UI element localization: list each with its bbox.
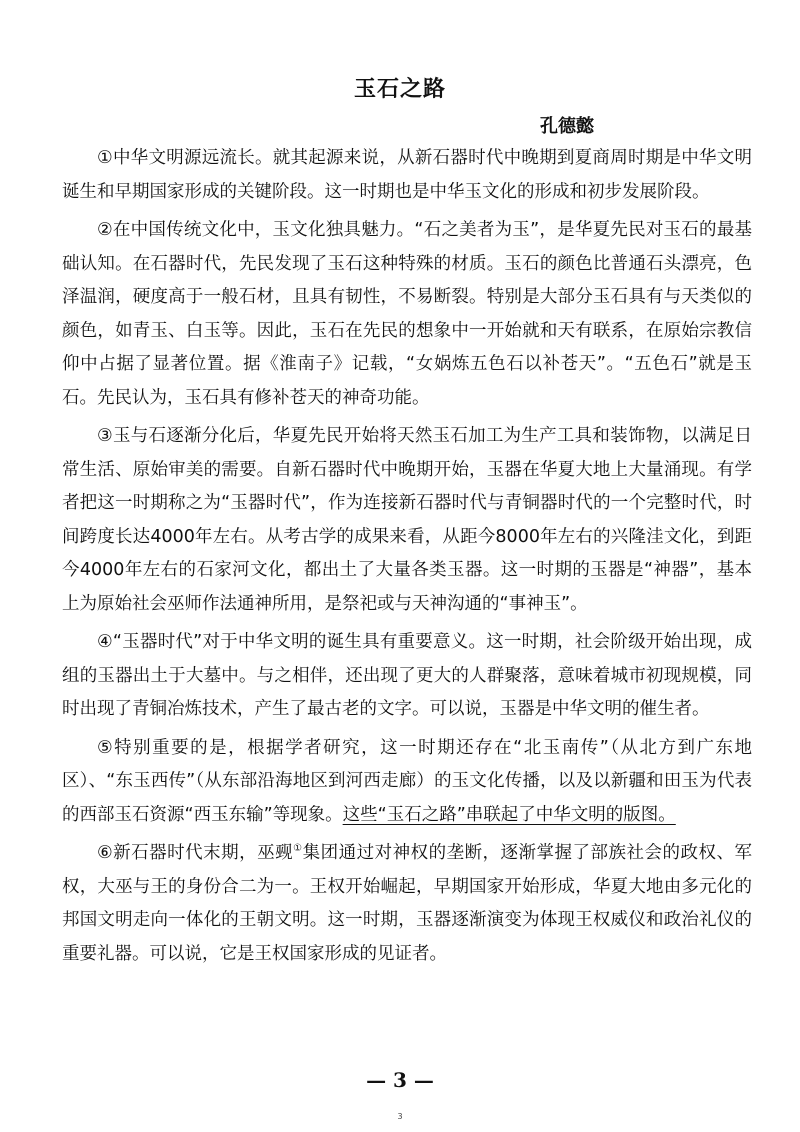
paragraph-4: ④“玉器时代”对于中华文明的诞生具有重要意义。这一时期，社会阶级开始出现，成组的玉器出土于大墓中。与之相伴，还出现了更大的人群聚落，意味着城市初现规模，同时出现了青铜冶炼技术，产生了最古老的文字。可以说，玉器是中华文明的催生者。 — [62, 632, 752, 719]
underlined-sentence: 这些“玉石之路”串联起了中华文明的版图。 — [342, 804, 676, 825]
paragraph-5 — [62, 732, 752, 833]
page-number: — 3 — — [366, 1068, 434, 1092]
footnote-mark: ① — [293, 843, 303, 855]
article-body — [62, 142, 752, 976]
paragraph-6-rest: 集团通过对神权的垄断，逐渐掌握了部族社会的政权、军权，大巫与王的身份合二为一。王权开始崛起，早期国家开始形成，华夏大地由多元化的邦国文明走向一体化的王朝文明。这一时期，玉器逐渐演变为体现王权威仪和政治礼仪的重要礼器。可以说，它是王权国家形成的见证者。 — [62, 843, 752, 964]
paragraph-1: ①中华文明源远流长。就其起源来说，从新石器时代中晚期到夏商周时期是中华文明诞生和早期国家形成的关键阶段。这一时期也是中华玉文化的形成和初步发展阶段。 — [62, 148, 752, 202]
paragraph-5-text: ⑤特别重要的是，根据学者研究，这一时期还存在“北玉南传”（从北方到广东地区）、“东玉西传”（从东部沿海地区到河西走廊）的玉文化传播，以及以新疆和田玉为代表的西部玉石资源“西玉东输”等现象。 — [62, 737, 752, 825]
paragraph-6-start: ⑥新石器时代末期，巫觋 — [97, 843, 294, 863]
paragraph-2: ②在中国传统文化中，玉文化独具魅力。“石之美者为玉”，是华夏先民对玉石的最基础认知。在石器时代，先民发现了玉石这种特殊的材质。玉石的颜色比普通石头漂亮，色泽温润，硬度高于一般石材，且具有韧性，不易断裂。特别是大部分玉石具有与天类似的颜色，如青玉、白玉等。因此，玉石在先民的想象中一开始就和天有联系，在原始宗教信仰中占据了显著位置。据《淮南子》记载，“女娲炼五色石以补苍天”。“五色石”就是玉石。先民认为，玉石具有修补苍天的神奇功能。 — [62, 220, 752, 408]
paragraph-3: ③玉与石逐渐分化后，华夏先民开始将天然玉石加工为生产工具和装饰物，以满足日常生活、原始审美的需要。自新石器时代中晚期开始，玉器在华夏大地上大量涌现。有学者把这一时期称之为“玉器时代”，作为连接新石器时代与青铜器时代的一个完整时代，时间跨度长达4000年左右。从考古学的成果来看，从距今8000年左右的兴隆洼文化，到距今4000年左右的石家河文化，都出土了大量各类玉器。这一时期的玉器是“神器”，基本上为原始社会巫师作法通神所用，是祭祀或与天神沟通的“事神玉”。 — [62, 426, 752, 614]
article-title: 玉石之路 — [353, 76, 446, 102]
author-name: 孔德懿 — [540, 116, 594, 137]
footer-page-number: 3 — [397, 1112, 403, 1121]
paragraph-6 — [62, 837, 752, 971]
